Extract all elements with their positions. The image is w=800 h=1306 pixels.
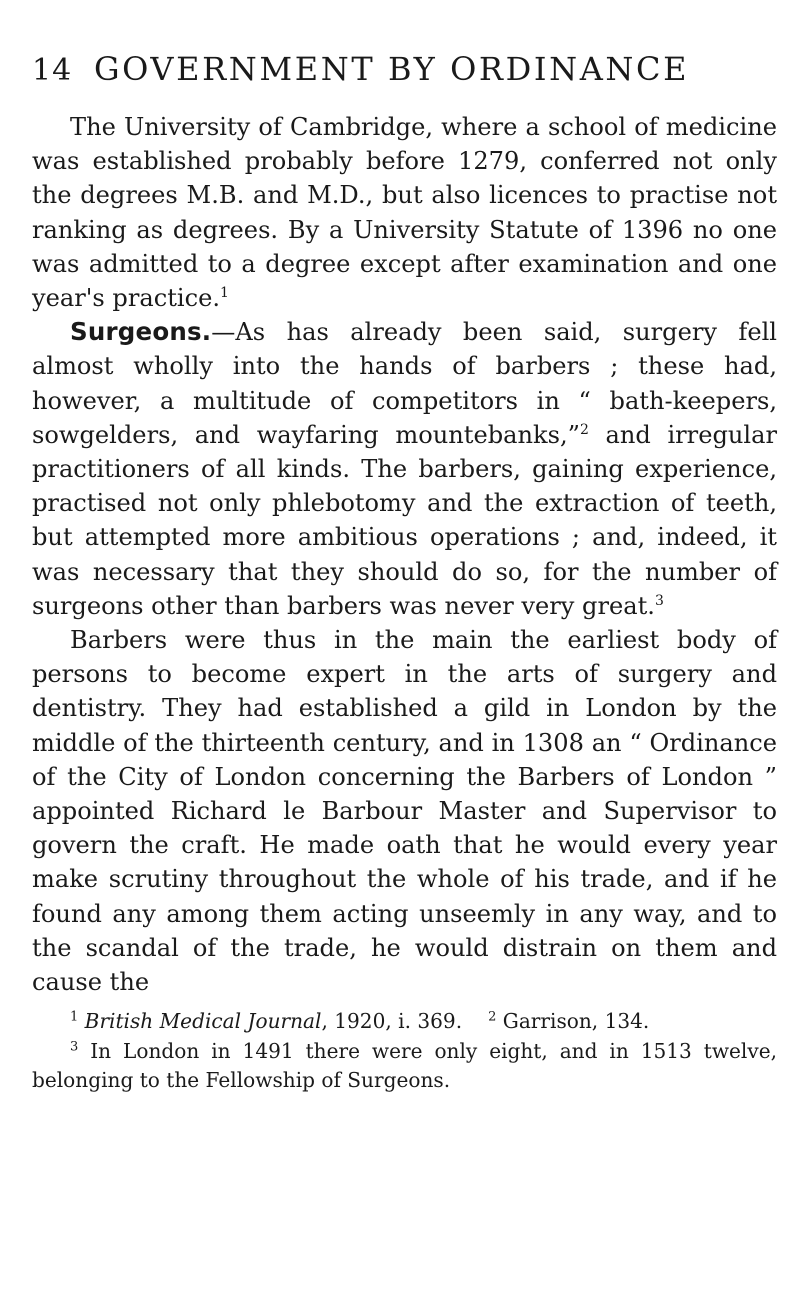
footnote-marker: 1: [70, 1009, 79, 1025]
footnotes: [32, 1007, 777, 1096]
footnote-ref: 1: [220, 284, 229, 301]
paragraph-cambridge: [32, 110, 777, 315]
paragraph-text: Barbers were thus in the main the earliest body of persons to become expert in the arts of surgery and dentistry. They had established a gild in London by the middle of the thirteenth century, and in 1308 an “ Ordinance of the City of London concerning the Barbers of London ” appointed Richard le Barbour Master and Supervisor to govern the craft. He made oath that he would every year make scrutiny throughout the whole of his trade, and if he found any among them acting unseemly in any way, and to the scandal of the trade, he would distrain on them and cause the: [32, 626, 777, 997]
paragraph-text: —As has already been said, surgery fell almost wholly into the hands of barbers ; these had, however, a multitude of competitors in “ bath-keepers, sowgelders, and wayfaring mountebanks,”: [32, 318, 777, 449]
section-heading: Surgeons.: [70, 317, 212, 347]
paragraph-barbers: [32, 623, 777, 999]
paragraph-text: The University of Cambridge, where a school of medicine was established probably before 1279, conferred not only the degrees M.B. and M.D., but also licences to practise not ranking as degrees. By a University Statute of 1396 no one was admitted to a degree except after examination and one year's practice.: [32, 113, 777, 313]
footnote-marker: 3: [70, 1039, 79, 1055]
footnote-text: , 1920, i. 369.: [321, 1009, 463, 1034]
footnote-marker: 2: [488, 1009, 497, 1025]
book-page: [32, 50, 777, 1096]
running-head: [32, 50, 777, 104]
footnote-ref: 3: [654, 592, 664, 609]
footnote-line: [32, 1007, 777, 1037]
footnote-ref: 2: [579, 421, 589, 438]
body-text: [32, 110, 777, 999]
page-number: 14: [32, 53, 73, 88]
footnote-text: Garrison, 134.: [502, 1009, 650, 1034]
footnote-line: [32, 1037, 777, 1096]
running-title: GOVERNMENT BY ORDINANCE: [94, 50, 690, 88]
footnote-text: In London in 1491 there were only eight, and in 1513 twelve, belonging to the Fellowship of Surgeons.: [32, 1038, 777, 1093]
footnote-journal-title: British Medical Journal: [84, 1009, 322, 1034]
paragraph-text: and irregular practitioners of all kinds. The barbers, gaining experience, practised not only phlebotomy and the extraction of teeth, but attempted more ambitious operations ; and, indeed, it was necessary that they should do so, for the number of surgeons other than barbers was never very great.: [32, 420, 777, 620]
paragraph-surgeons: [32, 315, 777, 623]
